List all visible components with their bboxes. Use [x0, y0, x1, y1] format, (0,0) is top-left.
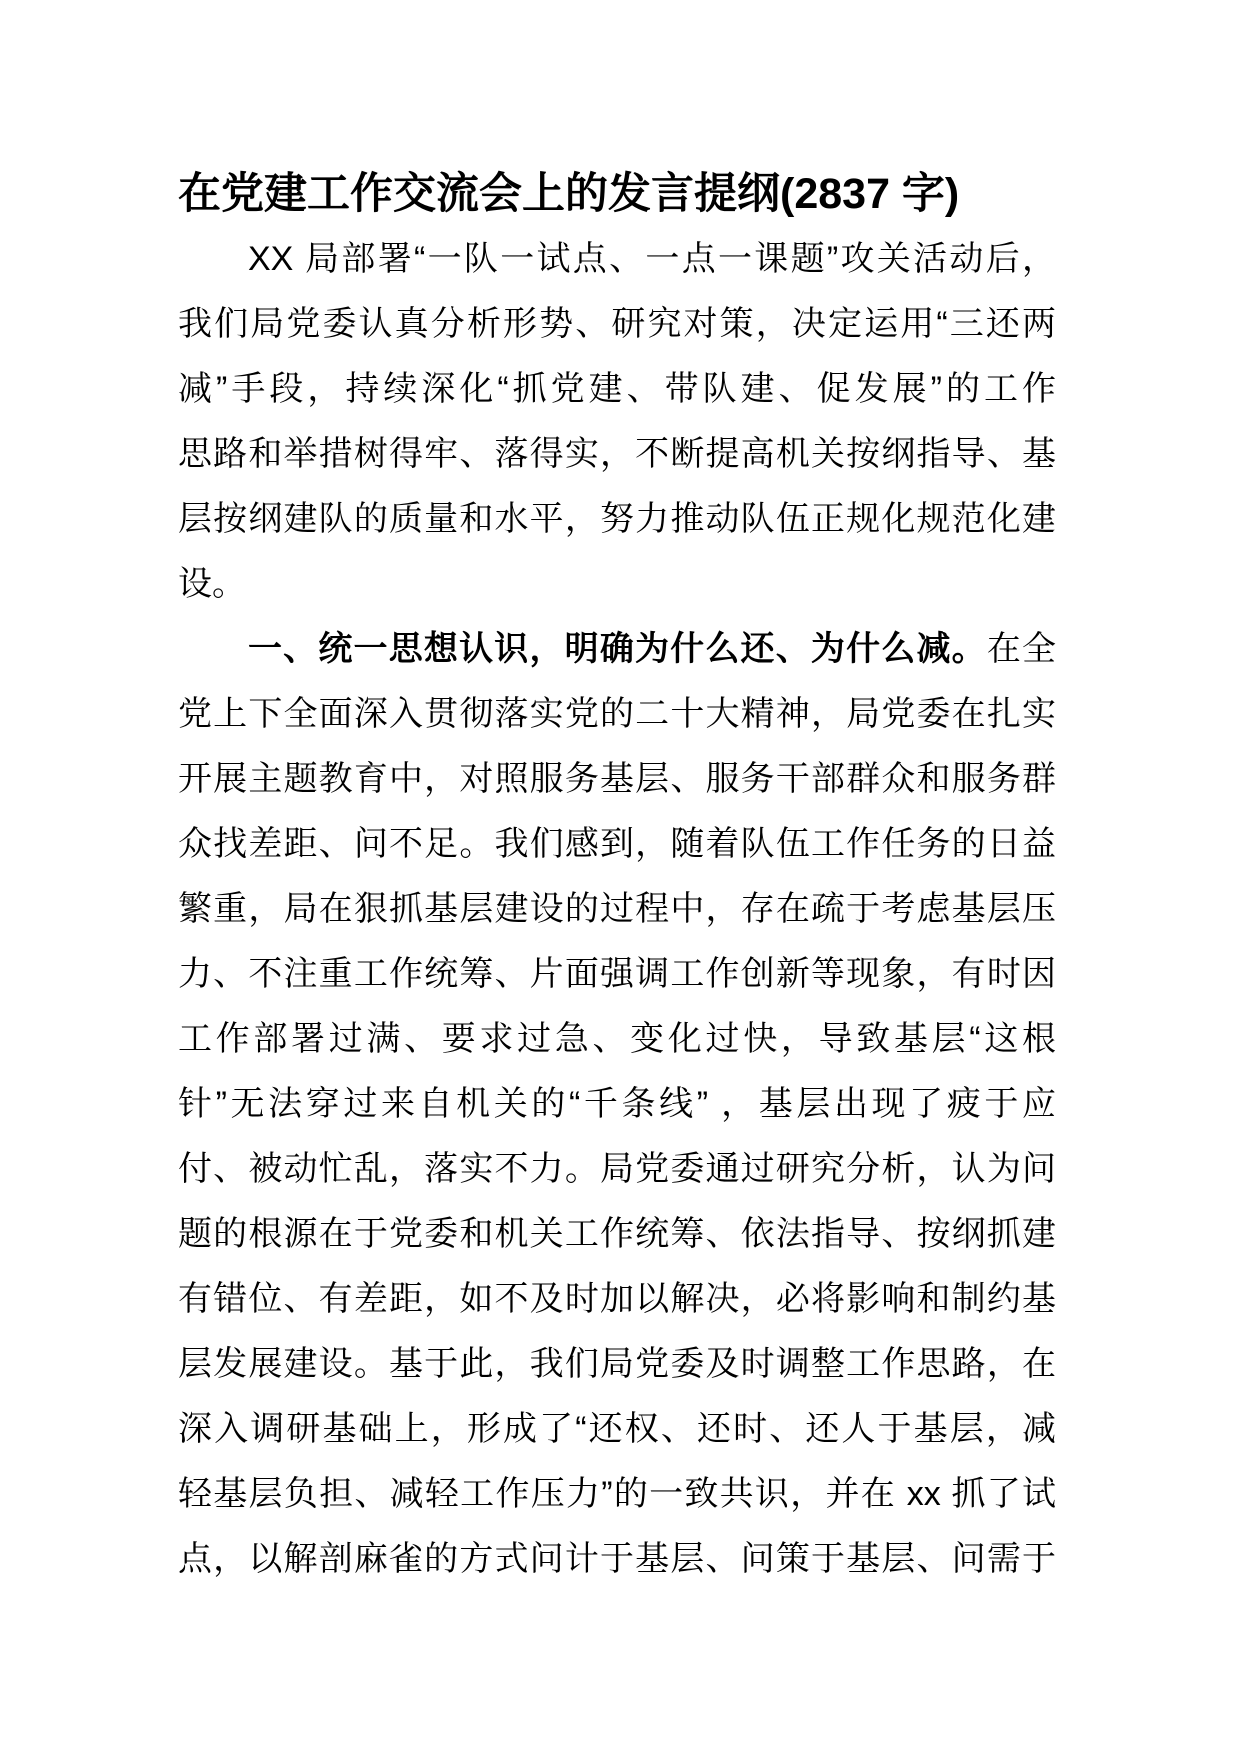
text-line: 众找差距、问不足。我们感到，随着队伍工作任务的日益	[178, 825, 1056, 863]
text-line: 题的根源在于党委和机关工作统筹、依法指导、按纲抓建	[178, 1215, 1056, 1253]
text-line: 层按纲建队的质量和水平，努力推动队伍正规化规范化建	[178, 500, 1056, 538]
text-line: 繁重，局在狠抓基层建设的过程中，存在疏于考虑基层压	[178, 890, 1056, 928]
text-line: 轻基层负担、减轻工作压力”的一致共识，并在 xx 抓了试	[178, 1475, 1056, 1513]
document-body	[178, 227, 1056, 1592]
text-line: 一、统一思想认识，明确为什么还、为什么减。在全	[248, 630, 1056, 668]
text-line: 层发展建设。基于此，我们局党委及时调整工作思路，在	[178, 1345, 1056, 1383]
text-line: 力、不注重工作统筹、片面强调工作创新等现象，有时因	[178, 955, 1056, 993]
text-line: 开展主题教育中，对照服务基层、服务干部群众和服务群	[178, 760, 1056, 798]
text-line: XX 局部署“一队一试点、一点一课题”攻关活动后，	[248, 240, 1056, 278]
section-heading: 一、统一思想认识，明确为什么还、为什么减。	[248, 630, 987, 668]
document-content	[178, 162, 1056, 1592]
text-line: 减”手段，持续深化“抓党建、带队建、促发展”的工作	[178, 370, 1056, 408]
text-line: 付、被动忙乱，落实不力。局党委通过研究分析，认为问	[178, 1150, 1056, 1188]
text-line: 针”无法穿过来自机关的“千条线” ，基层出现了疲于应	[178, 1085, 1056, 1123]
text-line: 党上下全面深入贯彻落实党的二十大精神，局党委在扎实	[178, 695, 1056, 733]
document-title: 在党建工作交流会上的发言提纲(2837 字)	[178, 170, 960, 218]
text-line: 设。	[178, 565, 246, 603]
text-line: 有错位、有差距，如不及时加以解决，必将影响和制约基	[178, 1280, 1056, 1318]
text-line: 思路和举措树得牢、落得实，不断提高机关按纲指导、基	[178, 435, 1056, 473]
text-line: 深入调研基础上，形成了“还权、还时、还人于基层，减	[178, 1410, 1056, 1448]
text-line: 我们局党委认真分析形势、研究对策，决定运用“三还两	[178, 305, 1056, 343]
text-line: 工作部署过满、要求过急、变化过快，导致基层“这根	[178, 1020, 1056, 1058]
text-line: 点，以解剖麻雀的方式问计于基层、问策于基层、问需于	[178, 1540, 1056, 1578]
